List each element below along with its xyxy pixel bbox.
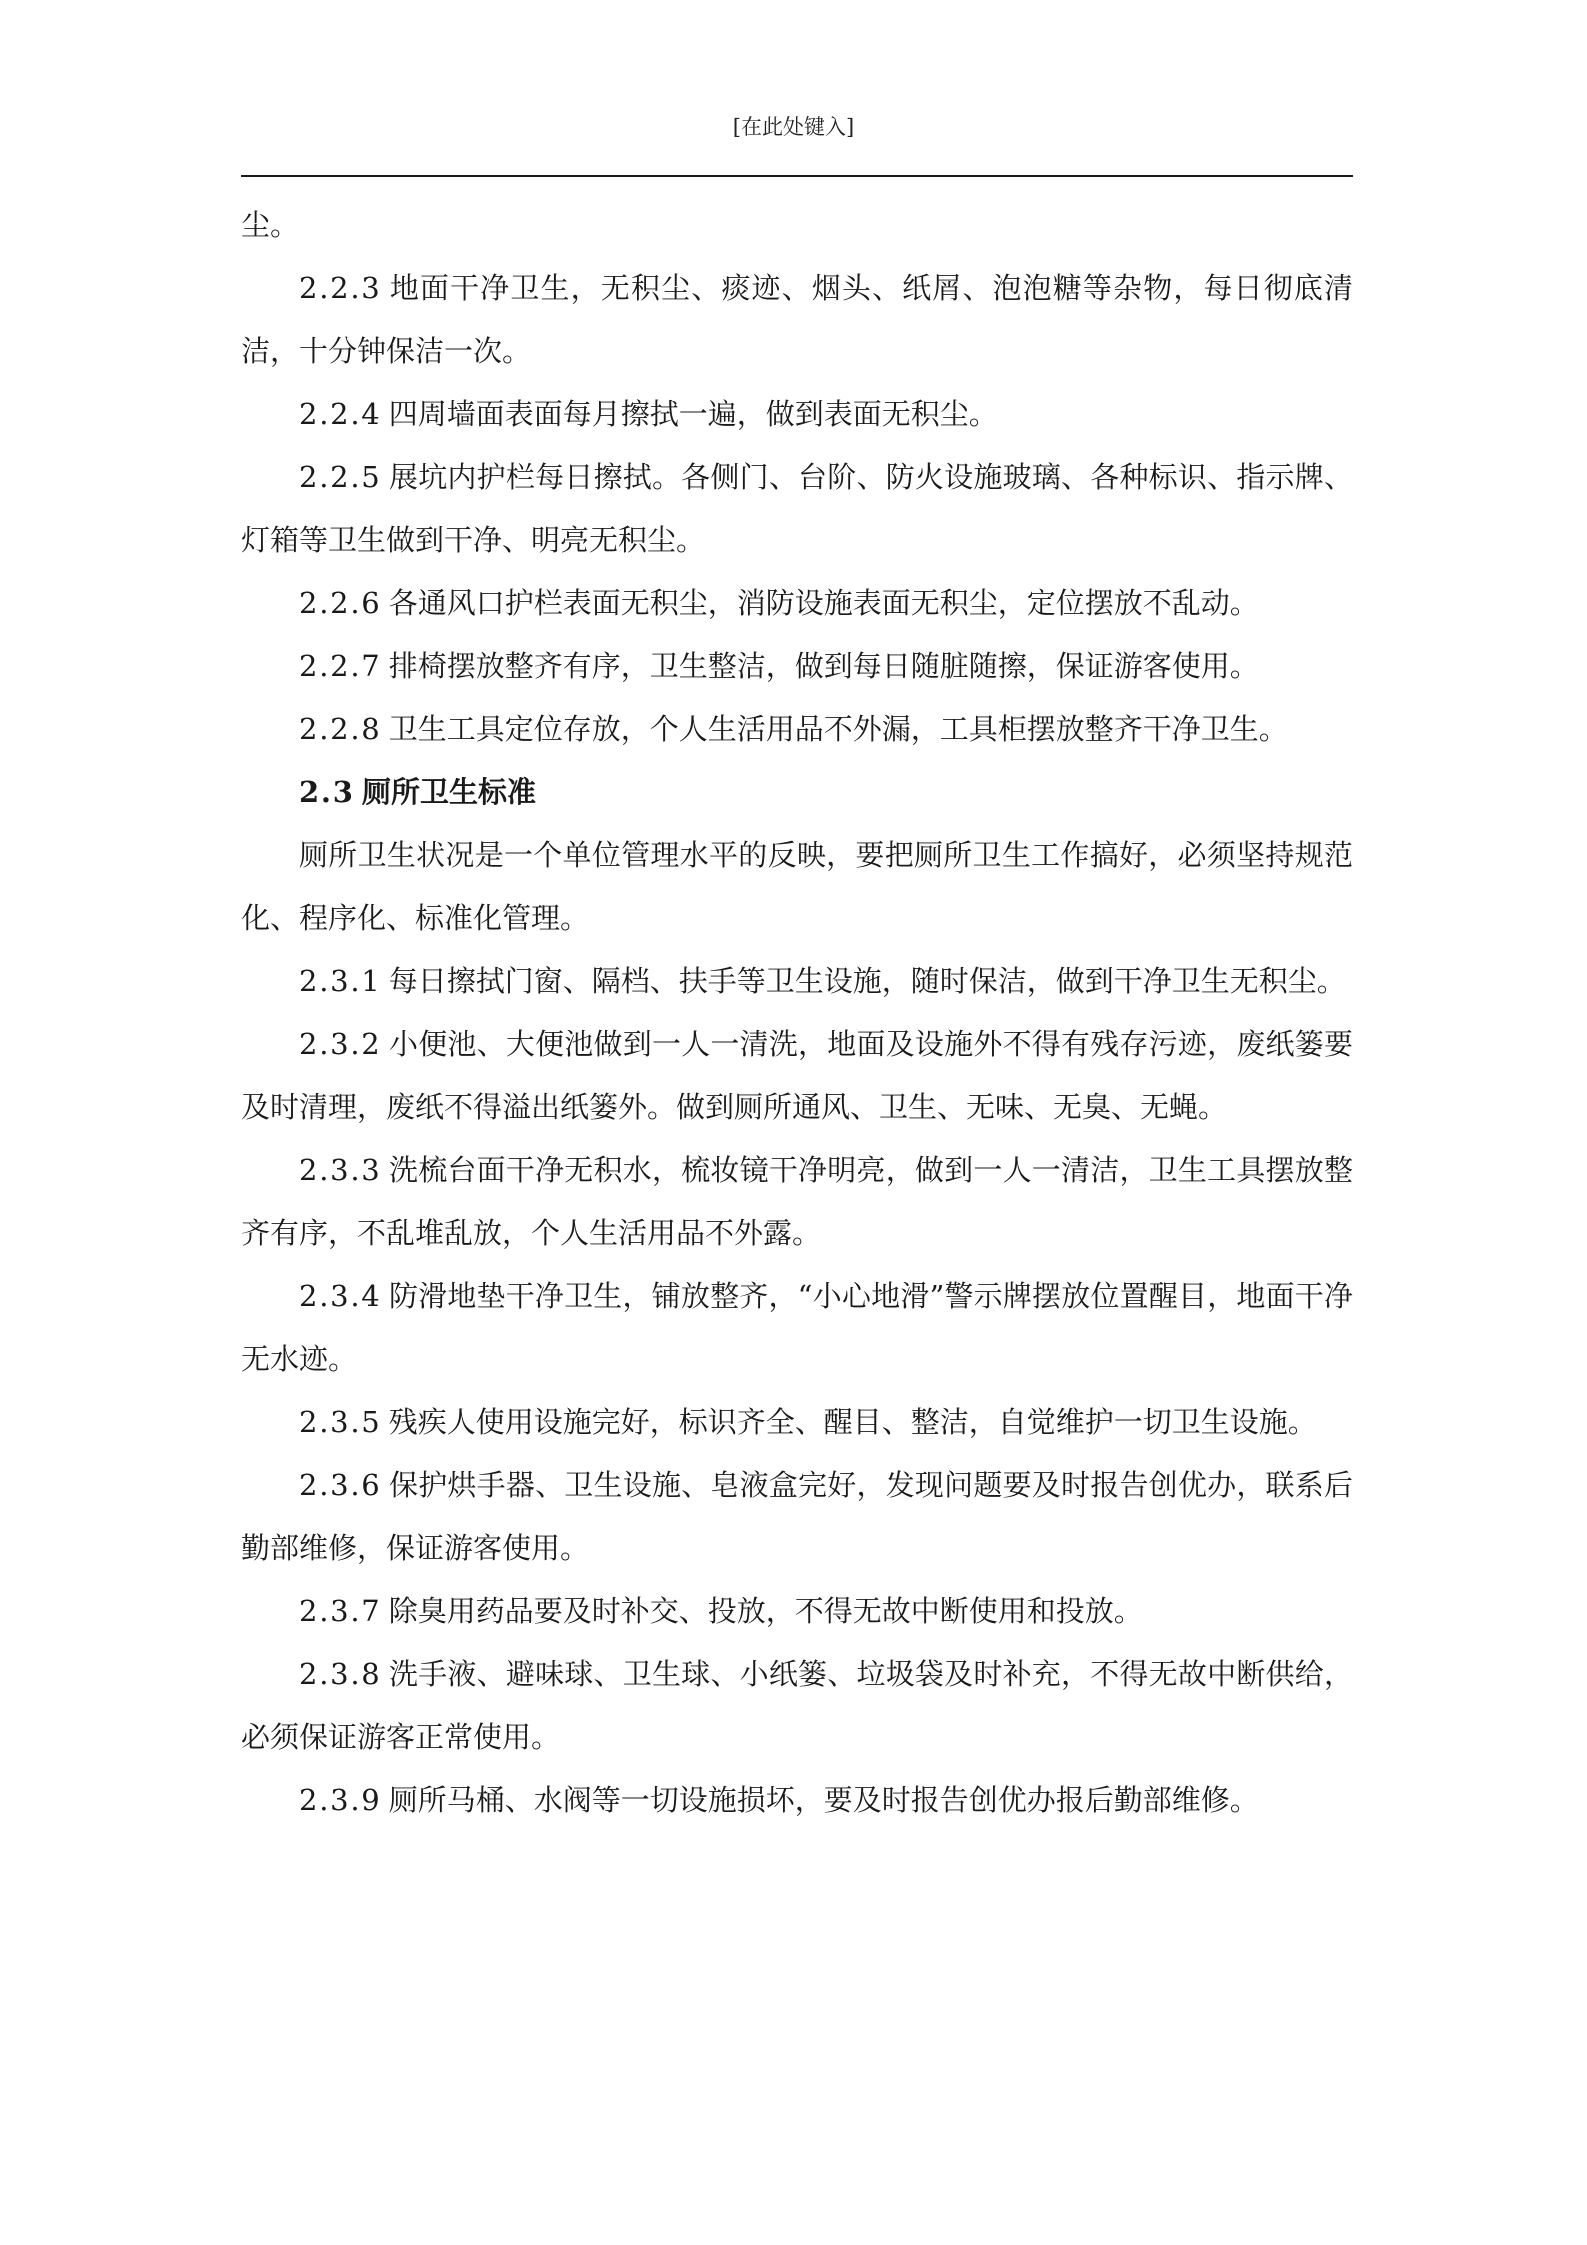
section-number: 2.3 [299,775,355,809]
clause-text: 四周墙面表面每月擦拭一遍，做到表面无积尘。 [388,397,998,431]
clause-text: 地面干净卫生，无积尘、痰迹、烟头、纸屑、泡泡糖等杂物，每日彻底清洁，十分钟保洁一次。 [241,271,1353,368]
clause-text: 每日擦拭门窗、隔档、扶手等卫生设施，随时保洁，做到干净卫生无积尘。 [388,964,1346,998]
clause-2-2-5 [241,446,1353,572]
clause-number: 2.3.8 [299,1657,382,1691]
clause-2-2-3 [241,257,1353,383]
clause-number: 2.3.9 [299,1783,382,1817]
clause-number: 2.3.6 [299,1468,382,1502]
clause-number: 2.3.2 [299,1027,382,1061]
header-divider [241,175,1353,177]
document-body [241,194,1353,1832]
clause-number: 2.3.1 [299,964,382,998]
clause-number: 2.2.3 [299,271,382,305]
clause-text: 厕所马桶、水阀等一切设施损坏，要及时报告创优办报后勤部维修。 [388,1783,1259,1817]
section-intro [241,824,1353,950]
paragraph-text: 厕所卫生状况是一个单位管理水平的反映，要把厕所卫生工作搞好，必须坚持规范化、程序化、标准化管理。 [241,838,1353,935]
clause-2-2-7 [241,635,1353,698]
paragraph-continuation [241,194,1353,257]
clause-2-3-6 [241,1454,1353,1580]
clause-text: 各通风口护栏表面无积尘，消防设施表面无积尘，定位摆放不乱动。 [388,586,1259,620]
clause-2-3-8 [241,1643,1353,1769]
clause-number: 2.2.8 [299,712,382,746]
clause-text: 残疾人使用设施完好，标识齐全、醒目、整洁，自觉维护一切卫生设施。 [388,1405,1317,1439]
clause-text: 除臭用药品要及时补交、投放，不得无故中断使用和投放。 [388,1594,1143,1628]
clause-text: 排椅摆放整齐有序，卫生整洁，做到每日随脏随擦，保证游客使用。 [388,649,1259,683]
section-title: 厕所卫生标准 [361,775,536,809]
clause-number: 2.2.4 [299,397,382,431]
clause-2-3-4 [241,1265,1353,1391]
clause-number: 2.3.7 [299,1594,382,1628]
clause-text: 洗手液、避味球、卫生球、小纸篓、垃圾袋及时补充，不得无故中断供给，必须保证游客正常使用。 [241,1657,1353,1754]
clause-2-3-5 [241,1391,1353,1454]
clause-text: 洗梳台面干净无积水，梳妆镜干净明亮，做到一人一清洁，卫生工具摆放整齐有序，不乱堆乱放，个人生活用品不外露。 [241,1153,1353,1250]
clause-number: 2.3.4 [299,1279,382,1313]
clause-number: 2.2.6 [299,586,382,620]
clause-text: 展坑内护栏每日擦拭。各侧门、台阶、防火设施玻璃、各种标识、指示牌、灯箱等卫生做到干净、明亮无积尘。 [241,460,1353,557]
clause-2-3-1 [241,950,1353,1013]
clause-number: 2.3.3 [299,1153,382,1187]
section-heading-2-3 [241,761,1353,824]
clause-text: 卫生工具定位存放，个人生活用品不外漏，工具柜摆放整齐干净卫生。 [388,712,1288,746]
clause-2-2-6 [241,572,1353,635]
paragraph-text: 尘。 [241,208,300,242]
clause-text: 防滑地垫干净卫生，铺放整齐，“小心地滑”警示牌摆放位置醒目，地面干净无水迹。 [241,1279,1353,1376]
clause-2-3-9 [241,1769,1353,1832]
clause-2-3-3 [241,1139,1353,1265]
clause-2-3-7 [241,1580,1353,1643]
clause-text: 保护烘手器、卫生设施、皂液盒完好，发现问题要及时报告创优办，联系后勤部维修，保证游客使用。 [241,1468,1353,1565]
clause-text: 小便池、大便池做到一人一清洗，地面及设施外不得有残存污迹，废纸篓要及时清理，废纸不得溢出纸篓外。做到厕所通风、卫生、无味、无臭、无蝇。 [241,1027,1353,1124]
clause-number: 2.3.5 [299,1405,382,1439]
clause-number: 2.2.7 [299,649,382,683]
page-header: [在此处键入] [732,115,855,139]
clause-number: 2.2.5 [299,460,382,494]
clause-2-2-8 [241,698,1353,761]
clause-2-3-2 [241,1013,1353,1139]
clause-2-2-4 [241,383,1353,446]
